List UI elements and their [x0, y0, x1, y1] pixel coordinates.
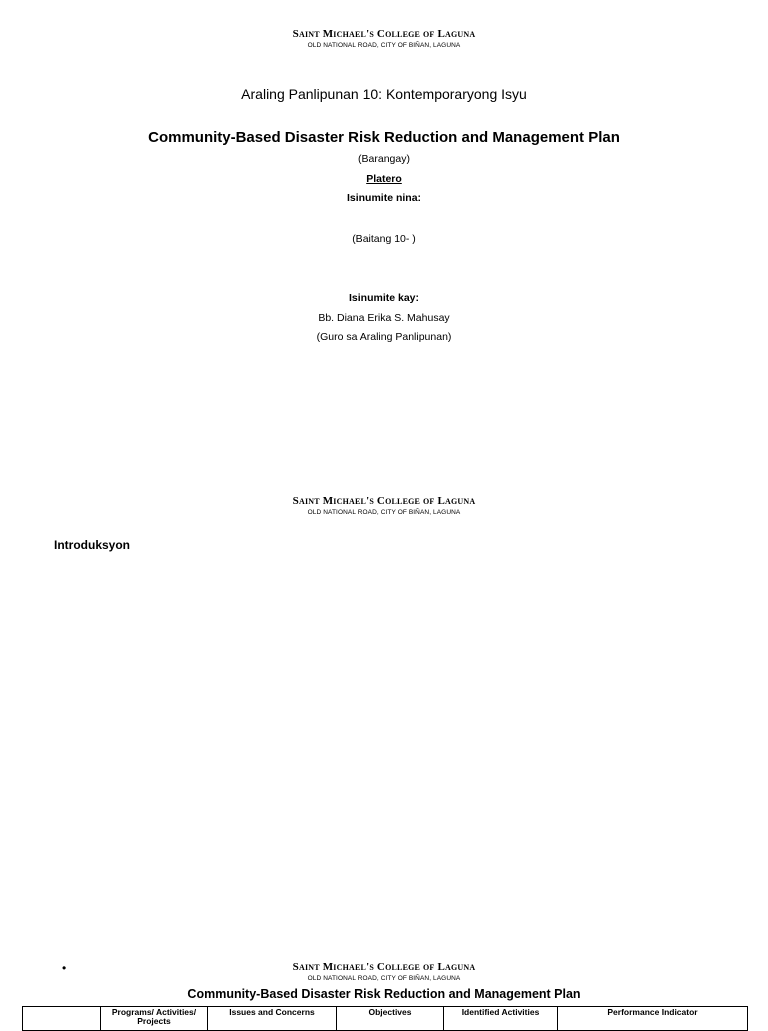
table-header-activities: Identified Activities — [444, 1007, 558, 1031]
plan-table — [22, 1006, 748, 1031]
submitted-to-label: Isinumite kay: — [348, 292, 420, 304]
submitted-by-label: Isinumite nina: — [346, 192, 422, 204]
section-heading-introduksyon: Introduksyon — [54, 538, 131, 552]
table-header-issues: Issues and Concerns — [208, 1007, 337, 1031]
grade-label: (Baitang 10- ) — [352, 233, 416, 245]
table-title: Community-Based Disaster Risk Reduction and Management Plan — [187, 987, 581, 1001]
document-title: Community-Based Disaster Risk Reduction and Management Plan — [148, 129, 620, 146]
school-address: OLD NATIONAL ROAD, CITY OF BIÑAN, LAGUNA — [307, 42, 461, 49]
table-header-programs: Programs/ Activities/ Projects — [101, 1007, 208, 1031]
barangay-label: (Barangay) — [358, 153, 410, 165]
school-address: OLD NATIONAL ROAD, CITY OF BIÑAN, LAGUNA — [307, 975, 461, 982]
subject-title: Araling Panlipunan 10: Kontemporaryong Isyu — [241, 86, 527, 102]
barangay-name: Platero — [366, 173, 402, 185]
table-header-performance: Performance Indicator — [558, 1007, 748, 1031]
school-address: OLD NATIONAL ROAD, CITY OF BIÑAN, LAGUNA — [307, 509, 461, 516]
table-header-row — [23, 1007, 748, 1031]
table-header-objectives: Objectives — [337, 1007, 444, 1031]
school-name: Saint Michael's College of Laguna — [292, 961, 476, 973]
teacher-name: Bb. Diana Erika S. Mahusay — [318, 312, 450, 324]
bullet-point: • — [62, 961, 67, 975]
table-header-blank — [23, 1007, 101, 1031]
school-name: Saint Michael's College of Laguna — [292, 28, 476, 40]
teacher-role: (Guro sa Araling Panlipunan) — [316, 331, 452, 343]
school-name: Saint Michael's College of Laguna — [292, 495, 476, 507]
